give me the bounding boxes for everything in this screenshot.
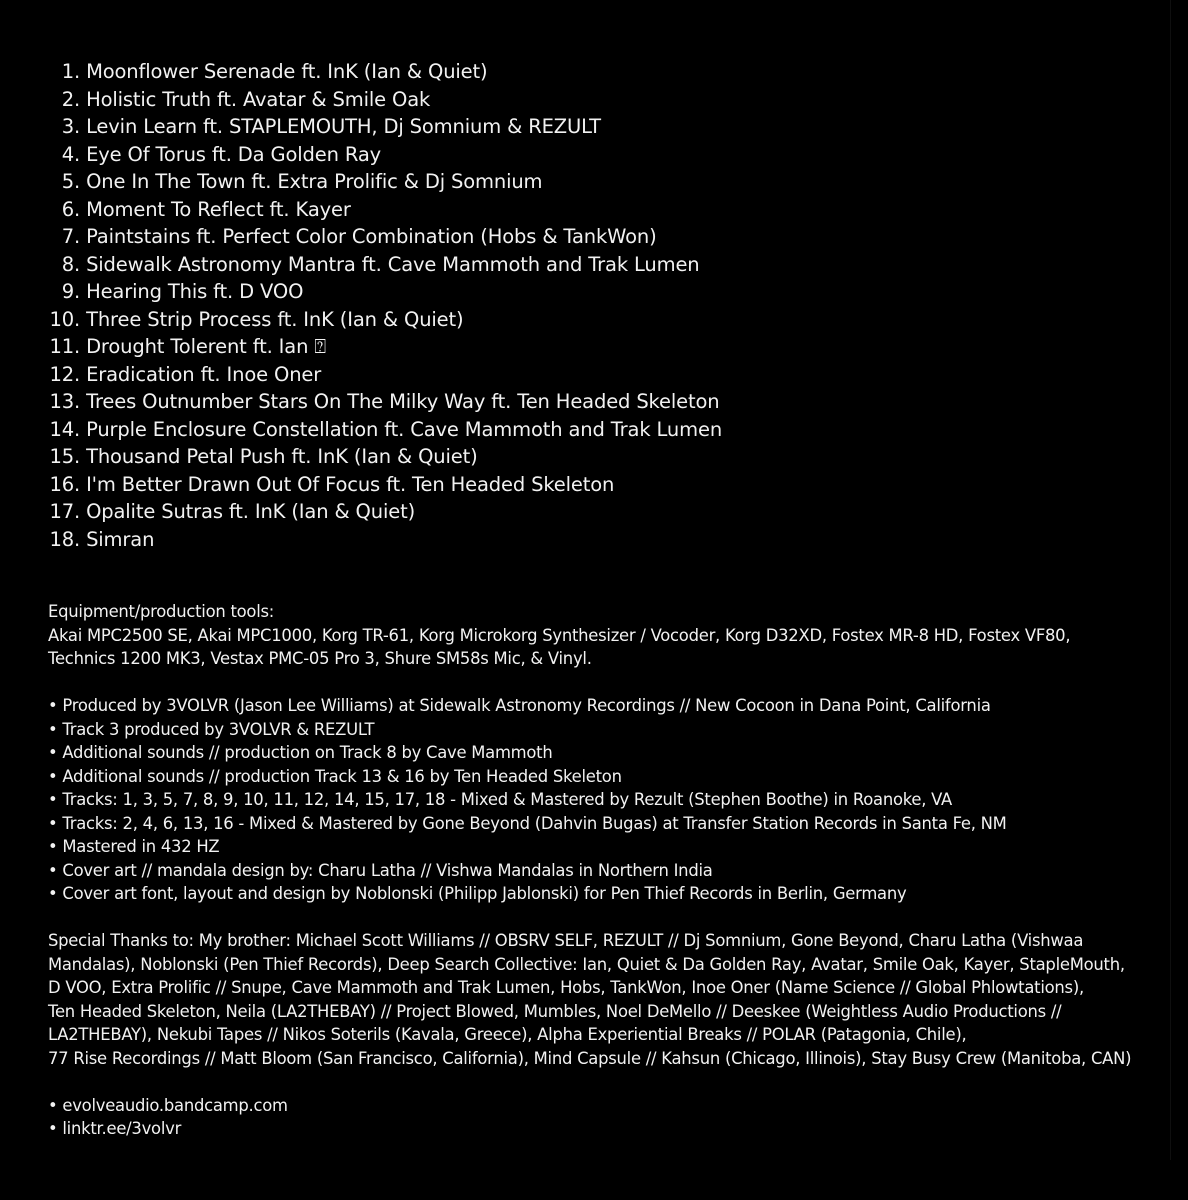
special-thanks bbox=[48, 929, 1173, 1070]
track-item bbox=[46, 306, 722, 334]
track-item bbox=[46, 196, 722, 224]
track-title: Eradication ft. Inoe Oner bbox=[86, 362, 322, 386]
track-number: 16. bbox=[49, 472, 80, 496]
track-item bbox=[46, 388, 722, 416]
track-number: 17. bbox=[49, 500, 80, 523]
credit-item: • Mastered in 432 HZ bbox=[48, 837, 220, 856]
track-item bbox=[46, 251, 722, 279]
track-title: Thousand Petal Push ft. InK (Ian & Quiet) bbox=[86, 445, 478, 468]
track-title: Moment To Reflect ft. Kayer bbox=[86, 197, 351, 221]
track-title: Moonflower Serenade ft. InK (Ian & Quiet) bbox=[86, 60, 488, 83]
track-item bbox=[46, 58, 722, 86]
track-title: Hearing This ft. D VOO bbox=[86, 280, 304, 303]
track-title: Sidewalk Astronomy Mantra ft. Cave Mammoth and Trak Lumen bbox=[86, 252, 700, 276]
credits-list bbox=[48, 694, 1173, 906]
thanks-line: 77 Rise Recordings // Matt Bloom (San Francisco, California), Mind Capsule // Kahsun (Chicago, Illinois), Stay Busy Crew (Manitoba, CAN) bbox=[48, 1048, 1132, 1068]
track-number: 6. bbox=[61, 197, 80, 221]
credit-item: • Tracks: 2, 4, 6, 13, 16 - Mixed & Mastered by Gone Beyond (Dahvin Bugas) at Transfer Station Records in Santa Fe, NM bbox=[48, 813, 1007, 833]
track-item bbox=[46, 361, 722, 389]
track-number: 3. bbox=[61, 115, 80, 138]
track-item bbox=[46, 141, 722, 169]
track-item bbox=[46, 416, 722, 444]
track-title: Holistic Truth ft. Avatar & Smile Oak bbox=[86, 87, 431, 111]
track-title: Three Strip Process ft. InK (Ian & Quiet) bbox=[86, 307, 464, 331]
track-number: 1. bbox=[61, 60, 80, 83]
tracklist bbox=[46, 58, 722, 553]
track-title: Trees Outnumber Stars On The Milky Way ft. Ten Headed Skeleton bbox=[86, 390, 720, 413]
track-number: 15. bbox=[49, 445, 80, 468]
credit-item: • Additional sounds // production Track 13 & 16 by Ten Headed Skeleton bbox=[48, 766, 622, 786]
track-title: Paintstains ft. Perfect Color Combination (Hobs & TankWon) bbox=[86, 225, 657, 248]
track-item bbox=[46, 471, 722, 499]
track-title: Eye Of Torus ft. Da Golden Ray bbox=[86, 142, 382, 166]
thanks-line: D VOO, Extra Prolific // Snupe, Cave Mammoth and Trak Lumen, Hobs, TankWon, Inoe Oner (Name Science // Global Phlowtations), bbox=[48, 978, 1084, 997]
track-item bbox=[46, 113, 722, 141]
track-title: I'm Better Drawn Out Of Focus ft. Ten Headed Skeleton bbox=[86, 472, 615, 496]
track-item bbox=[46, 223, 722, 251]
track-item bbox=[46, 278, 722, 306]
track-title: Purple Enclosure Constellation ft. Cave Mammoth and Trak Lumen bbox=[86, 417, 723, 441]
spacer bbox=[48, 1070, 1173, 1094]
track-number: 9. bbox=[61, 280, 80, 303]
spacer bbox=[48, 906, 1173, 930]
credit-item: • Cover art // mandala design by: Charu Latha // Vishwa Mandalas in Northern India bbox=[48, 860, 713, 880]
track-number: 18. bbox=[49, 527, 80, 551]
track-number: 14. bbox=[49, 417, 80, 441]
credit-item: • Additional sounds // production on Track 8 by Cave Mammoth bbox=[48, 743, 553, 762]
track-number: 4. bbox=[61, 142, 80, 166]
track-number: 10. bbox=[49, 307, 80, 331]
track-number: 2. bbox=[61, 87, 80, 111]
track-title: Drought Tolerent ft. Ian ⍰ bbox=[86, 335, 326, 358]
links-list bbox=[48, 1094, 1173, 1141]
credit-item: • Track 3 produced by 3VOLVR & REZULT bbox=[48, 719, 375, 739]
credit-item: • Produced by 3VOLVR (Jason Lee Williams) at Sidewalk Astronomy Recordings // New Cocoon in Dana Point, California bbox=[48, 696, 991, 715]
track-title: Simran bbox=[86, 527, 155, 551]
spacer bbox=[48, 671, 1173, 695]
thanks-line: Special Thanks to: My brother: Michael Scott Williams // OBSRV SELF, REZULT // Dj Somnium, Gone Beyond, Charu Latha (Vishwaa bbox=[48, 931, 1084, 950]
track-item bbox=[46, 86, 722, 114]
bandcamp-link: • evolveaudio.bandcamp.com bbox=[48, 1095, 288, 1115]
equipment-line: Akai MPC2500 SE, Akai MPC1000, Korg TR-61, Korg Microkorg Synthesizer / Vocoder, Korg D32XD, Fostex MR-8 HD, Fostex VF80, bbox=[48, 625, 1071, 645]
track-item bbox=[46, 526, 722, 554]
track-item bbox=[46, 498, 722, 526]
track-title: Levin Learn ft. STAPLEMOUTH, Dj Somnium & REZULT bbox=[86, 115, 601, 138]
equipment-line: Technics 1200 MK3, Vestax PMC-05 Pro 3, Shure SM58s Mic, & Vinyl. bbox=[48, 649, 592, 668]
thanks-line: LA2THEBAY), Nekubi Tapes // Nikos Soterils (Kavala, Greece), Alpha Experiential Breaks // POLAR (Patagonia, Chile), bbox=[48, 1025, 967, 1044]
track-number: 12. bbox=[49, 362, 80, 386]
track-number: 7. bbox=[61, 225, 80, 248]
track-item bbox=[46, 333, 722, 361]
track-item bbox=[46, 168, 722, 196]
track-number: 13. bbox=[49, 390, 80, 413]
equipment-section bbox=[48, 600, 1173, 671]
credit-item: • Tracks: 1, 3, 5, 7, 8, 9, 10, 11, 12, 14, 15, 17, 18 - Mixed & Mastered by Rezult (Stephen Boothe) in Roanoke, VA bbox=[48, 790, 953, 809]
linktree-link: • linktr.ee/3volvr bbox=[48, 1119, 182, 1138]
credit-item: • Cover art font, layout and design by Noblonski (Philipp Jablonski) for Pen Thief Records in Berlin, Germany bbox=[48, 884, 907, 903]
liner-notes bbox=[48, 600, 1173, 1141]
track-title: Opalite Sutras ft. InK (Ian & Quiet) bbox=[86, 500, 416, 523]
track-number: 5. bbox=[61, 170, 80, 193]
track-number: 11. bbox=[49, 335, 80, 358]
thanks-line: Mandalas), Noblonski (Pen Thief Records), Deep Search Collective: Ian, Quiet & Da Golden Ray, Avatar, Smile Oak, Kayer, StapleMouth, bbox=[48, 954, 1125, 974]
track-number: 8. bbox=[61, 252, 80, 276]
track-item bbox=[46, 443, 722, 471]
track-title: One In The Town ft. Extra Prolific & Dj Somnium bbox=[86, 170, 543, 193]
equipment-heading: Equipment/production tools: bbox=[48, 602, 275, 621]
thanks-line: Ten Headed Skeleton, Neila (LA2THEBAY) // Project Blowed, Mumbles, Noel DeMello // Deeskee (Weightless Audio Productions // bbox=[48, 1001, 1062, 1021]
